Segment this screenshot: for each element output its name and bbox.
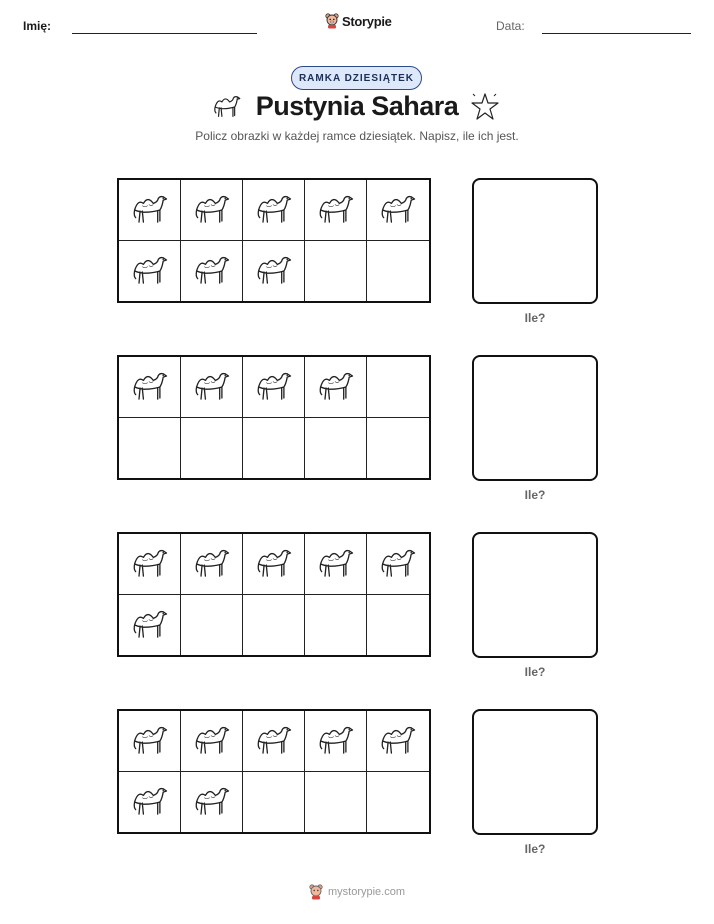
camel-icon	[314, 186, 358, 234]
camel-icon	[190, 363, 234, 411]
name-label: Imię:	[23, 19, 52, 33]
camel-icon	[376, 186, 420, 234]
ten-frame-cell-empty	[367, 241, 429, 302]
ten-frame-cell-filled	[181, 711, 243, 772]
camel-icon	[190, 717, 234, 765]
ten-frame-cell-filled	[181, 180, 243, 241]
page-title: Pustynia Sahara	[255, 91, 459, 121]
ten-frame-cell-filled	[367, 711, 429, 772]
ten-frame	[117, 178, 431, 303]
answer-label: Ile?	[524, 842, 546, 856]
ten-frame-cell-empty	[367, 357, 429, 418]
ten-frame-cell-filled	[305, 534, 367, 595]
star-icon	[470, 92, 500, 122]
ten-frame-cell-filled	[367, 180, 429, 241]
ten-frame-cell-filled	[119, 534, 181, 595]
ten-frame-cell-filled	[181, 357, 243, 418]
camel-icon	[190, 778, 234, 826]
camel-icon	[252, 363, 296, 411]
camel-icon	[128, 540, 172, 588]
ten-frame-cell-filled	[243, 241, 305, 302]
ten-frame-cell-filled	[305, 711, 367, 772]
ten-frame-cell-empty	[119, 418, 181, 479]
ten-frame-cell-filled	[119, 357, 181, 418]
ten-frame-cell-filled	[181, 534, 243, 595]
ten-frame	[117, 532, 431, 657]
ten-frame-cell-filled	[305, 357, 367, 418]
bear-mascot-icon	[309, 884, 323, 900]
ten-frame-cell-empty	[243, 595, 305, 656]
ten-frame-cell-filled	[119, 772, 181, 833]
instructions: Policz obrazki w każdej ramce dziesiątek. Napisz, ile ich jest.	[195, 129, 519, 143]
name-line[interactable]	[72, 33, 257, 34]
camel-icon	[376, 717, 420, 765]
answer-label: Ile?	[524, 488, 546, 502]
date-line[interactable]	[542, 33, 691, 34]
footer	[0, 884, 714, 900]
ten-frame-cell-empty	[181, 595, 243, 656]
camel-icon	[128, 186, 172, 234]
camel-icon	[376, 540, 420, 588]
ten-frame-cell-filled	[243, 711, 305, 772]
ten-frame-cell-empty	[305, 772, 367, 833]
camel-icon	[252, 540, 296, 588]
camel-icon	[314, 363, 358, 411]
camel-icon	[128, 601, 172, 649]
ten-frame	[117, 355, 431, 480]
camel-icon	[128, 717, 172, 765]
ten-frame	[117, 709, 431, 834]
camel-icon	[128, 363, 172, 411]
ten-frame-cell-filled	[243, 180, 305, 241]
ten-frame-cell-filled	[305, 180, 367, 241]
answer-box[interactable]	[472, 178, 598, 304]
camel-icon	[252, 186, 296, 234]
ten-frame-cell-empty	[367, 772, 429, 833]
ten-frame-cell-empty	[367, 418, 429, 479]
ten-frame-cell-filled	[181, 772, 243, 833]
ten-frame-cell-empty	[367, 595, 429, 656]
ten-frame-cell-empty	[243, 772, 305, 833]
ten-frame-cell-empty	[243, 418, 305, 479]
brand-name: Storypie	[342, 13, 392, 29]
ten-frame-cell-filled	[119, 180, 181, 241]
bear-mascot-icon	[325, 13, 339, 29]
ten-frame-cell-filled	[181, 241, 243, 302]
ten-frame-cell-empty	[305, 418, 367, 479]
ten-frame-cell-filled	[119, 711, 181, 772]
answer-box[interactable]	[472, 355, 598, 481]
answer-label: Ile?	[524, 311, 546, 325]
ten-frame-cell-filled	[119, 241, 181, 302]
answer-box[interactable]	[472, 709, 598, 835]
camel-icon	[314, 717, 358, 765]
ten-frame-cell-empty	[181, 418, 243, 479]
footer-url: mystorypie.com	[327, 886, 406, 898]
worksheet-type-badge: RAMKA DZIESIĄTEK	[291, 66, 422, 90]
brand-logo	[325, 13, 392, 29]
ten-frame-cell-filled	[243, 357, 305, 418]
camel-icon	[252, 247, 296, 295]
ten-frame-cell-filled	[367, 534, 429, 595]
answer-label: Ile?	[524, 665, 546, 679]
camel-icon	[128, 247, 172, 295]
ten-frame-cell-empty	[305, 241, 367, 302]
camel-icon	[314, 540, 358, 588]
date-label: Data:	[496, 19, 525, 33]
answer-box[interactable]	[472, 532, 598, 658]
ten-frame-cell-empty	[305, 595, 367, 656]
camel-icon	[190, 540, 234, 588]
ten-frame-cell-filled	[119, 595, 181, 656]
camel-icon	[252, 717, 296, 765]
ten-frame-cell-filled	[243, 534, 305, 595]
camel-icon	[190, 247, 234, 295]
camel-icon	[128, 778, 172, 826]
camel-icon	[190, 186, 234, 234]
